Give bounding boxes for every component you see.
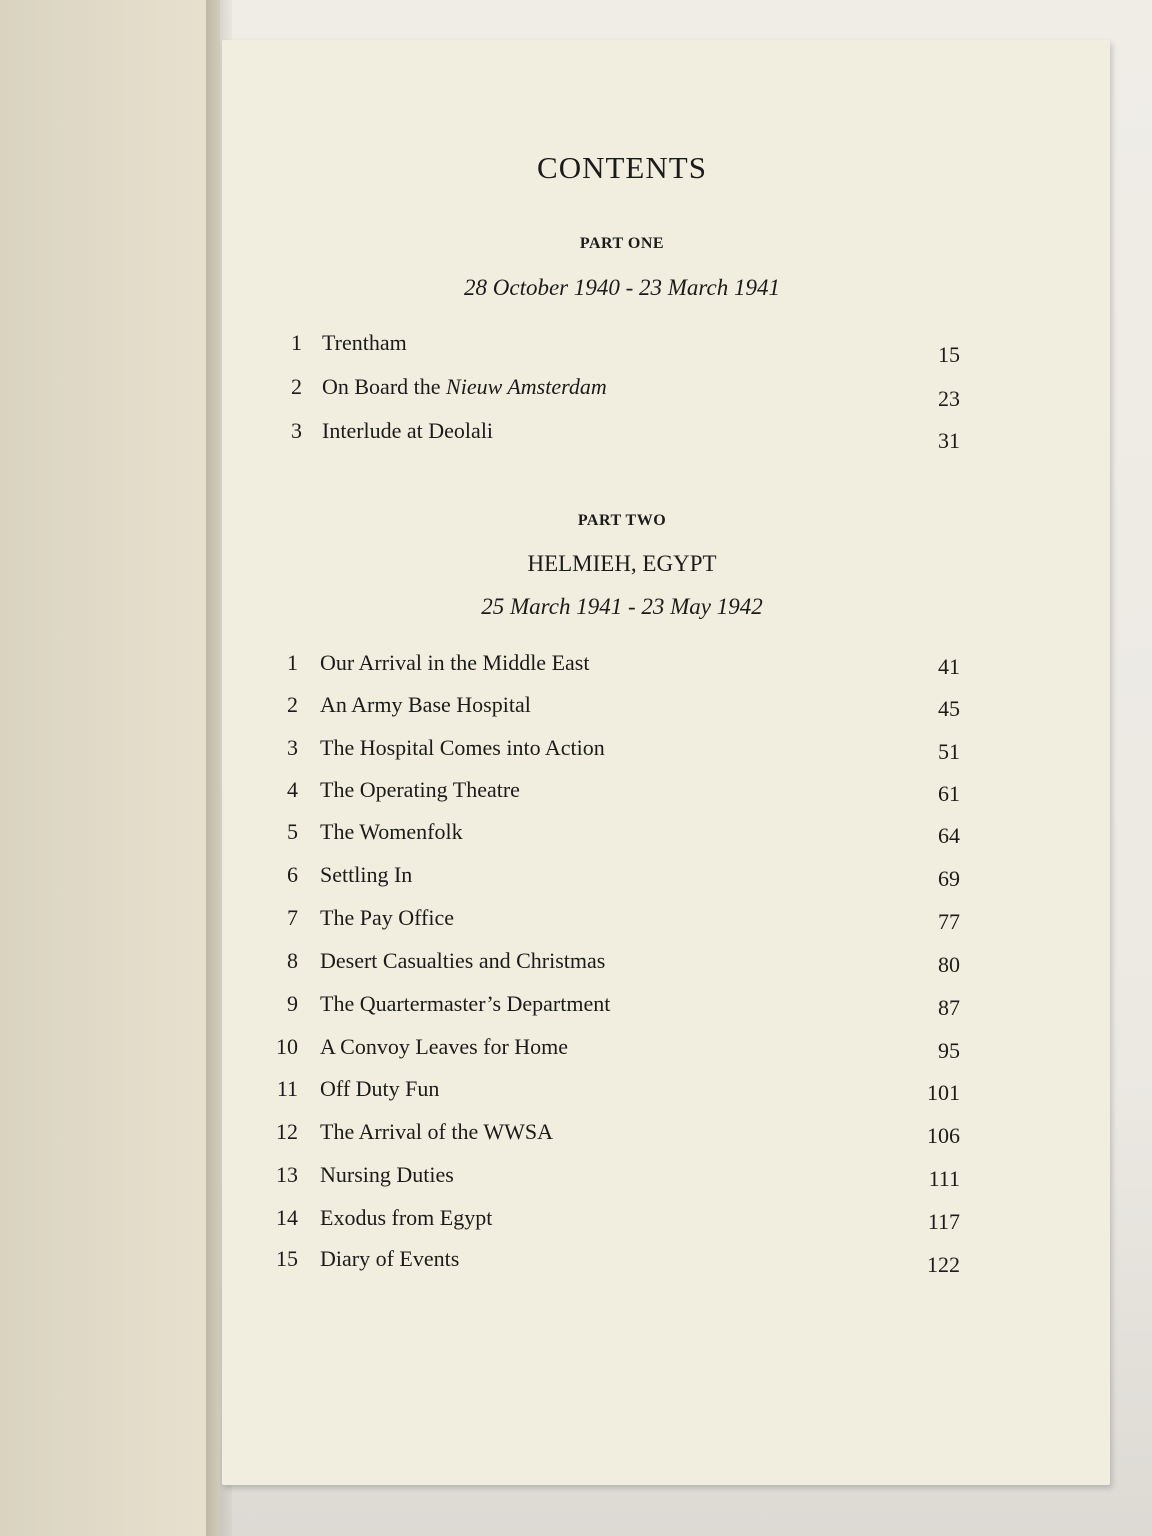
chapter-number: 1 [287,650,298,675]
chapter-number: 6 [287,862,298,887]
chapter-title: The Pay Office [320,905,454,930]
toc-entry [222,1205,1110,1241]
chapter-page-number: 45 [938,696,960,721]
chapter-title: The Womenfolk [320,819,463,844]
chapter-page-number: 111 [928,1166,960,1191]
chapter-page-number: 51 [938,739,960,764]
ship-name: Nieuw Amsterdam [446,374,607,399]
chapter-number: 12 [276,1119,298,1144]
chapter-title: Trentham [322,330,407,355]
part-one-label: PART ONE [579,235,665,252]
toc-entry [222,650,1110,686]
chapter-title: The Arrival of the WWSA [320,1119,553,1144]
toc-entry [222,819,1110,855]
chapter-page-number: 87 [938,995,960,1020]
chapter-title: A Convoy Leaves for Home [320,1034,569,1059]
chapter-title-text: On Board the [322,374,447,399]
toc-entry [222,905,1110,941]
chapter-page-number: 61 [938,781,960,806]
part-two-dates: 25 March 1941 - 23 May 1942 [481,594,763,619]
chapter-title: Off Duty Fun [320,1076,440,1101]
chapter-title: The Operating Theatre [320,777,520,802]
chapter-page-number: 64 [938,823,960,848]
chapter-title: The Quartermaster’s Department [320,991,611,1016]
chapter-number: 2 [287,692,298,717]
toc-entry [222,692,1110,728]
chapter-title: An Army Base Hospital [320,692,531,717]
toc-entry [222,330,1110,366]
chapter-page-number: 95 [938,1038,960,1063]
chapter-number: 14 [276,1205,298,1230]
chapter-title: Our Arrival in the Middle East [320,650,590,675]
previous-page [0,0,220,1536]
toc-entry [222,862,1110,898]
contents-title: CONTENTS [537,150,707,185]
chapter-title: Settling In [320,862,413,887]
toc-entry [222,735,1110,771]
chapter-number: 3 [291,418,302,443]
toc-entry [222,948,1110,984]
chapter-page-number: 101 [927,1080,960,1105]
chapter-number: 10 [276,1034,298,1059]
chapter-title: Nursing Duties [320,1162,454,1187]
chapter-number: 5 [287,819,298,844]
chapter-title: The Hospital Comes into Action [320,735,605,760]
chapter-page-number: 31 [938,428,960,453]
toc-entry [222,1162,1110,1198]
chapter-page-number: 80 [938,952,960,977]
part-two-label: PART TWO [577,512,667,529]
toc-entry [222,1076,1110,1112]
chapter-title: Interlude at Deolali [322,418,494,443]
chapter-number: 4 [287,777,298,802]
chapter-page-number: 15 [938,342,960,367]
chapter-number: 7 [287,905,298,930]
chapter-page-number: 41 [938,654,960,679]
chapter-page-number: 106 [927,1123,960,1148]
chapter-title: Desert Casualties and Christmas [320,948,606,973]
chapter-number: 1 [291,330,302,355]
part-one-dates: 28 October 1940 - 23 March 1941 [464,275,780,300]
chapter-page-number: 77 [938,909,960,934]
chapter-page-number: 122 [927,1252,960,1277]
contents-page [222,40,1110,1485]
toc-entry [222,777,1110,813]
chapter-number: 9 [287,991,298,1016]
chapter-number: 8 [287,948,298,973]
toc-entry [222,991,1110,1027]
chapter-title: Diary of Events [320,1246,460,1271]
toc-entry [222,418,1110,454]
toc-entry [222,1119,1110,1155]
chapter-page-number: 69 [938,866,960,891]
chapter-number: 13 [276,1162,298,1187]
toc-entry [222,1246,1110,1282]
part-two-place: HELMIEH, EGYPT [527,551,717,576]
chapter-number: 2 [291,374,302,399]
chapter-title: Exodus from Egypt [320,1205,493,1230]
chapter-number: 11 [276,1076,298,1101]
toc-entry [222,1034,1110,1070]
chapter-number: 3 [287,735,298,760]
chapter-number: 15 [276,1246,298,1271]
chapter-page-number: 117 [927,1209,960,1234]
contents-page-body [222,40,1110,1485]
toc-entry [222,374,1110,410]
chapter-title [322,374,607,400]
chapter-page-number: 23 [938,386,960,411]
